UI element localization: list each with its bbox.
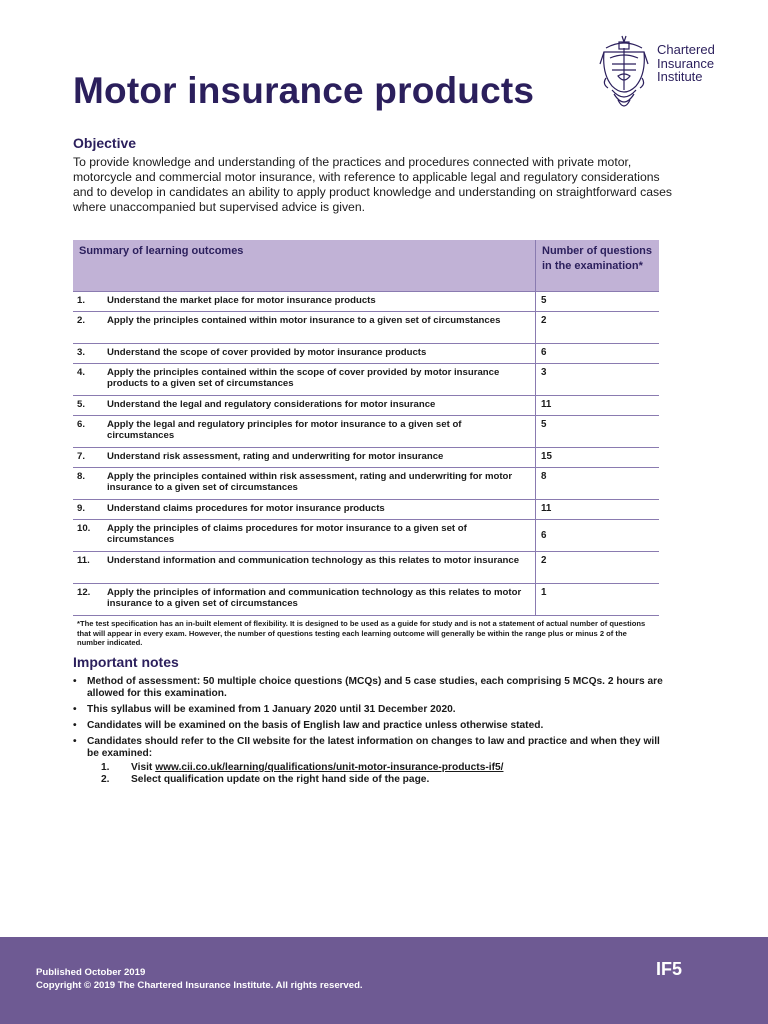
outcome-text: Apply the principles contained within the scope of cover provided by motor insurance products to a given set of circumstances <box>103 364 536 396</box>
footer-publication <box>36 967 363 992</box>
note-text: Candidates should refer to the CII website for the latest information on changes to law and practice and when they will be examined: <box>87 736 660 759</box>
outcome-questions: 5 <box>536 292 660 312</box>
table-footnote: *The test specification has an in-built element of flexibility. It is designed to be used as a guide for study and is not a statement of actual number of questions that will appear in every exam. However, the number of questions testing each learning outcome will generally be within the range plus or minus 2 of the number indicated. <box>77 619 646 648</box>
learning-outcomes-table <box>73 240 659 650</box>
sub-number: 2. <box>101 774 110 785</box>
outcome-text: Apply the legal and regulatory principles for motor insurance to a given set of circumstances <box>103 416 536 448</box>
published-date: Published October 2019 <box>36 967 146 978</box>
outcome-text: Apply the principles contained within risk assessment, rating and underwriting for motor insurance to a given set of circumstances <box>103 468 536 500</box>
outcome-text: Understand information and communication technology as this relates to motor insurance <box>103 552 536 584</box>
list-item <box>73 704 663 716</box>
header-outcomes: Summary of learning outcomes <box>73 240 536 292</box>
objective-heading: Objective <box>73 135 137 151</box>
outcome-number: 6. <box>73 416 103 448</box>
outcome-questions: 1 <box>536 584 660 616</box>
outcome-text: Understand the scope of cover provided by motor insurance products <box>103 344 536 364</box>
sub-number: 1. <box>101 762 110 773</box>
outcome-text: Understand the market place for motor insurance products <box>103 292 536 312</box>
bullet: • <box>73 676 77 687</box>
outcome-questions: 11 <box>536 396 660 416</box>
outcome-questions: 5 <box>536 416 660 448</box>
page-title: Motor insurance products <box>73 70 535 111</box>
outcome-questions: 6 <box>536 520 660 552</box>
outcome-questions: 2 <box>536 312 660 344</box>
table-row <box>73 552 659 584</box>
outcome-number: 7. <box>73 448 103 468</box>
outcome-number: 9. <box>73 500 103 520</box>
outcome-number: 11. <box>73 552 103 584</box>
outcome-questions: 3 <box>536 364 660 396</box>
bullet: • <box>73 736 77 747</box>
note-text: Method of assessment: 50 multiple choice questions (MCQs) and 5 case studies, each comprising 5 MCQs. 2 hours are allowed for this examination. <box>87 676 663 699</box>
outcome-number: 10. <box>73 520 103 552</box>
list-item <box>73 676 663 700</box>
sub-text: Select qualification update on the right hand side of the page. <box>131 774 430 785</box>
sub-list-item <box>87 774 663 786</box>
table-row <box>73 396 659 416</box>
logo-line: Insurance <box>657 55 715 71</box>
table-row <box>73 520 659 552</box>
sub-prefix: Visit <box>131 762 153 773</box>
list-item <box>73 720 663 732</box>
unit-code: IF5 <box>655 959 682 979</box>
outcome-text: Understand the legal and regulatory considerations for motor insurance <box>103 396 536 416</box>
copyright: Copyright © 2019 The Chartered Insurance Institute. All rights reserved. <box>36 979 363 991</box>
outcome-text: Understand claims procedures for motor insurance products <box>103 500 536 520</box>
outcome-text: Apply the principles of information and communication technology as this relates to motor insurance to a given set of circumstances <box>103 584 536 616</box>
sub-list <box>87 762 663 786</box>
outcome-questions: 8 <box>536 468 660 500</box>
header-questions: Number of questions in the examination* <box>536 240 660 292</box>
logo-wordmark <box>657 43 715 84</box>
outcome-number: 2. <box>73 312 103 344</box>
logo-line: Chartered <box>657 42 715 57</box>
bullet: • <box>73 704 77 715</box>
footer-band <box>0 937 768 1024</box>
table-row <box>73 344 659 364</box>
notes-heading: Important notes <box>73 654 179 670</box>
objective-text: To provide knowledge and understanding of the practices and procedures connected with private motor, motorcycle and commercial motor insurance, with reference to applicable legal and regulatory considerations and to develop in candidates an ability to apply product knowledge and understanding on straightforward cases where unaccompanied but supervised advice is given. <box>73 155 672 214</box>
notes-list <box>73 676 663 790</box>
outcome-questions: 2 <box>536 552 660 584</box>
bullet: • <box>73 720 77 731</box>
cii-website-link[interactable]: www.cii.co.uk/learning/qualifications/unit-motor-insurance-products-if5/ <box>155 762 504 773</box>
crest-icon <box>598 34 650 114</box>
outcome-questions: 11 <box>536 500 660 520</box>
outcome-questions: 6 <box>536 344 660 364</box>
outcome-number: 3. <box>73 344 103 364</box>
outcome-number: 1. <box>73 292 103 312</box>
cii-logo <box>598 34 738 114</box>
table-row <box>73 312 659 344</box>
outcome-number: 8. <box>73 468 103 500</box>
table-row <box>73 584 659 616</box>
list-item <box>73 736 663 786</box>
table-footnote-row <box>73 616 659 650</box>
table-header-row <box>73 240 659 292</box>
table-row <box>73 416 659 448</box>
table-row <box>73 292 659 312</box>
note-text: This syllabus will be examined from 1 January 2020 until 31 December 2020. <box>87 704 456 715</box>
outcome-questions: 15 <box>536 448 660 468</box>
table-row <box>73 468 659 500</box>
outcome-text: Understand risk assessment, rating and underwriting for motor insurance <box>103 448 536 468</box>
sub-list-item <box>87 762 663 774</box>
note-text: Candidates will be examined on the basis of English law and practice unless otherwise stated. <box>87 720 544 731</box>
logo-line: Institute <box>657 69 703 84</box>
outcome-text: Apply the principles contained within motor insurance to a given set of circumstances <box>103 312 536 344</box>
outcome-text: Apply the principles of claims procedures for motor insurance to a given set of circumstances <box>103 520 536 552</box>
outcome-number: 12. <box>73 584 103 616</box>
outcome-number: 4. <box>73 364 103 396</box>
outcome-number: 5. <box>73 396 103 416</box>
table-row <box>73 364 659 396</box>
table-row <box>73 448 659 468</box>
table-row <box>73 500 659 520</box>
